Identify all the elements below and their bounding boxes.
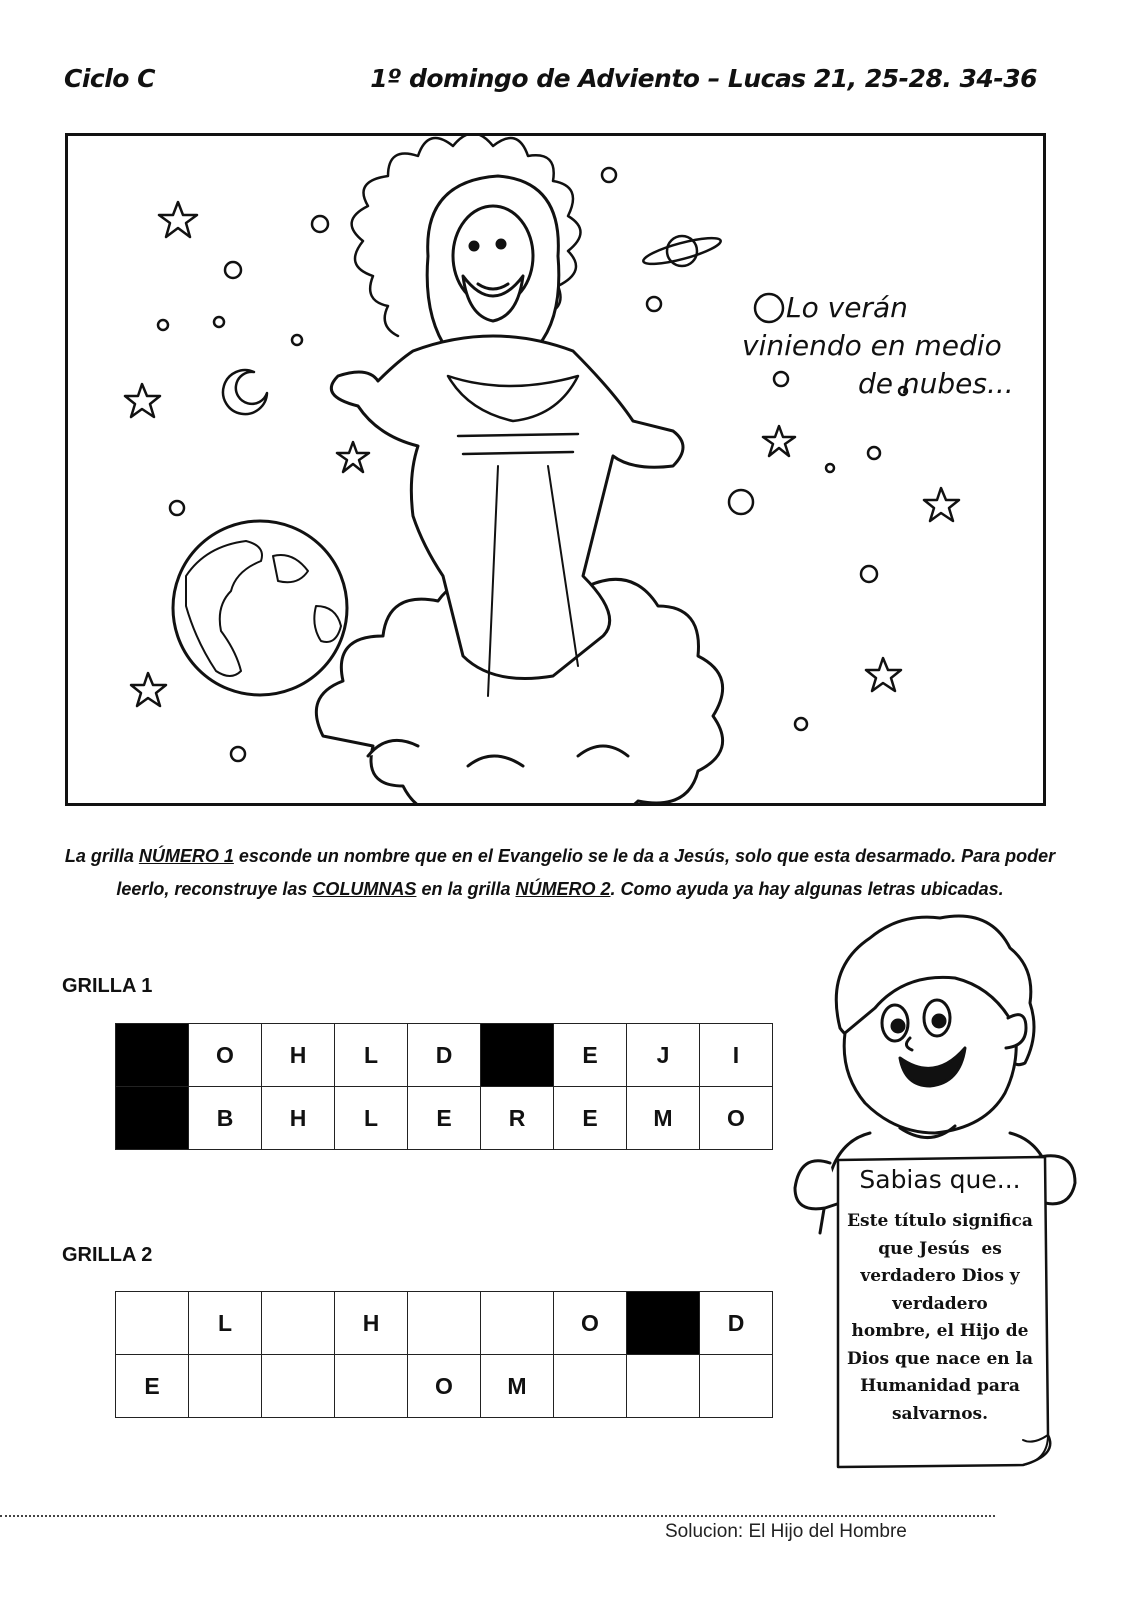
grid-cell: E	[554, 1024, 627, 1087]
grid1-label: GRILLA 1	[62, 975, 153, 997]
grid-cell-blocked	[116, 1087, 189, 1150]
earth-drawing	[173, 521, 347, 695]
grid-cell[interactable]	[335, 1355, 408, 1418]
instructions-emphasis: NÚMERO 1	[138, 846, 234, 866]
grid-cell: B	[189, 1087, 262, 1150]
grid2-label: GRILLA 2	[62, 1244, 153, 1266]
grid-cell: M	[627, 1087, 700, 1150]
sidebar-line: Humanidad para	[860, 1376, 1020, 1396]
grid-cell: H	[262, 1024, 335, 1087]
illustration-caption	[738, 289, 1046, 403]
sidebar-line: Dios que nace en la	[846, 1348, 1034, 1369]
sidebar-line: salvarnos.	[891, 1403, 989, 1424]
grid-cell: I	[700, 1024, 773, 1087]
grid-cell[interactable]	[262, 1355, 335, 1418]
grid-cell[interactable]: O	[554, 1292, 627, 1355]
grid-cell-blocked	[116, 1024, 189, 1087]
grid-cell[interactable]	[627, 1355, 700, 1418]
grid-cell: L	[335, 1024, 408, 1087]
caption-line: Lo verán	[786, 291, 908, 324]
grid-cell[interactable]: O	[408, 1355, 481, 1418]
coloring-illustration	[65, 133, 1046, 806]
grid-cell[interactable]: H	[335, 1292, 408, 1355]
cut-line-divider	[0, 1515, 995, 1517]
instructions-paragraph	[55, 840, 1065, 906]
grid-cell[interactable]	[408, 1292, 481, 1355]
sidebar-line: que Jesús es	[878, 1238, 1002, 1259]
planet-drawing	[641, 233, 722, 269]
grid-cell: E	[554, 1087, 627, 1150]
page-title: 1º domingo de Adviento – Lucas 21, 25-28. 34-36	[370, 64, 1037, 93]
solution-text: Solucion: El Hijo del Hombre	[665, 1521, 907, 1542]
grid2-table	[115, 1291, 773, 1418]
grid-cell[interactable]	[189, 1355, 262, 1418]
grid-cell: E	[408, 1087, 481, 1150]
grid-cell[interactable]: D	[700, 1292, 773, 1355]
grid-cell[interactable]: E	[116, 1355, 189, 1418]
grid-cell[interactable]	[554, 1355, 627, 1418]
grid-cell: J	[627, 1024, 700, 1087]
sidebar-line: hombre, el Hijo de	[851, 1321, 1029, 1341]
instructions-text: . Como ayuda ya hay algunas letras ubicadas.	[610, 879, 1004, 899]
sidebar-line: verdadero Dios y	[860, 1266, 1020, 1286]
cycle-label: Ciclo C	[64, 64, 156, 93]
instructions-text: esconde un nombre que en el Evangelio se le da a Jesús, solo que esta desarmado. Para poder leerlo, reconstruye las	[116, 846, 1056, 899]
grid-cell: D	[408, 1024, 481, 1087]
moon-drawing	[223, 370, 267, 414]
grid-cell: L	[335, 1087, 408, 1150]
grid-cell[interactable]	[116, 1292, 189, 1355]
grid-cell: O	[189, 1024, 262, 1087]
grid-cell[interactable]: M	[481, 1355, 554, 1418]
grid-cell[interactable]	[481, 1292, 554, 1355]
sidebar-line: Este título significa	[847, 1211, 1033, 1231]
instructions-text: La grilla	[64, 846, 139, 866]
instructions-emphasis: NÚMERO 2	[515, 879, 611, 899]
grid1-table	[115, 1023, 773, 1150]
instructions-emphasis: COLUMNAS	[312, 879, 417, 899]
grid-cell[interactable]	[700, 1355, 773, 1418]
caption-line: viniendo en medio	[742, 329, 1002, 362]
sidebar-title: Sabias que...	[859, 1165, 1021, 1194]
grid-cell: H	[262, 1087, 335, 1150]
grid-cell-blocked	[627, 1292, 700, 1355]
grid-cell: R	[481, 1087, 554, 1150]
grid-cell: O	[700, 1087, 773, 1150]
grid-cell[interactable]	[262, 1292, 335, 1355]
sidebar-line: verdadero	[892, 1293, 988, 1314]
sidebar-body	[840, 1208, 1040, 1428]
grid-cell-blocked	[481, 1024, 554, 1087]
instructions-text: en la grilla	[416, 879, 516, 899]
caption-line: de nubes...	[858, 367, 1014, 400]
grid-cell[interactable]: L	[189, 1292, 262, 1355]
sidebar-note	[840, 1158, 1040, 1428]
